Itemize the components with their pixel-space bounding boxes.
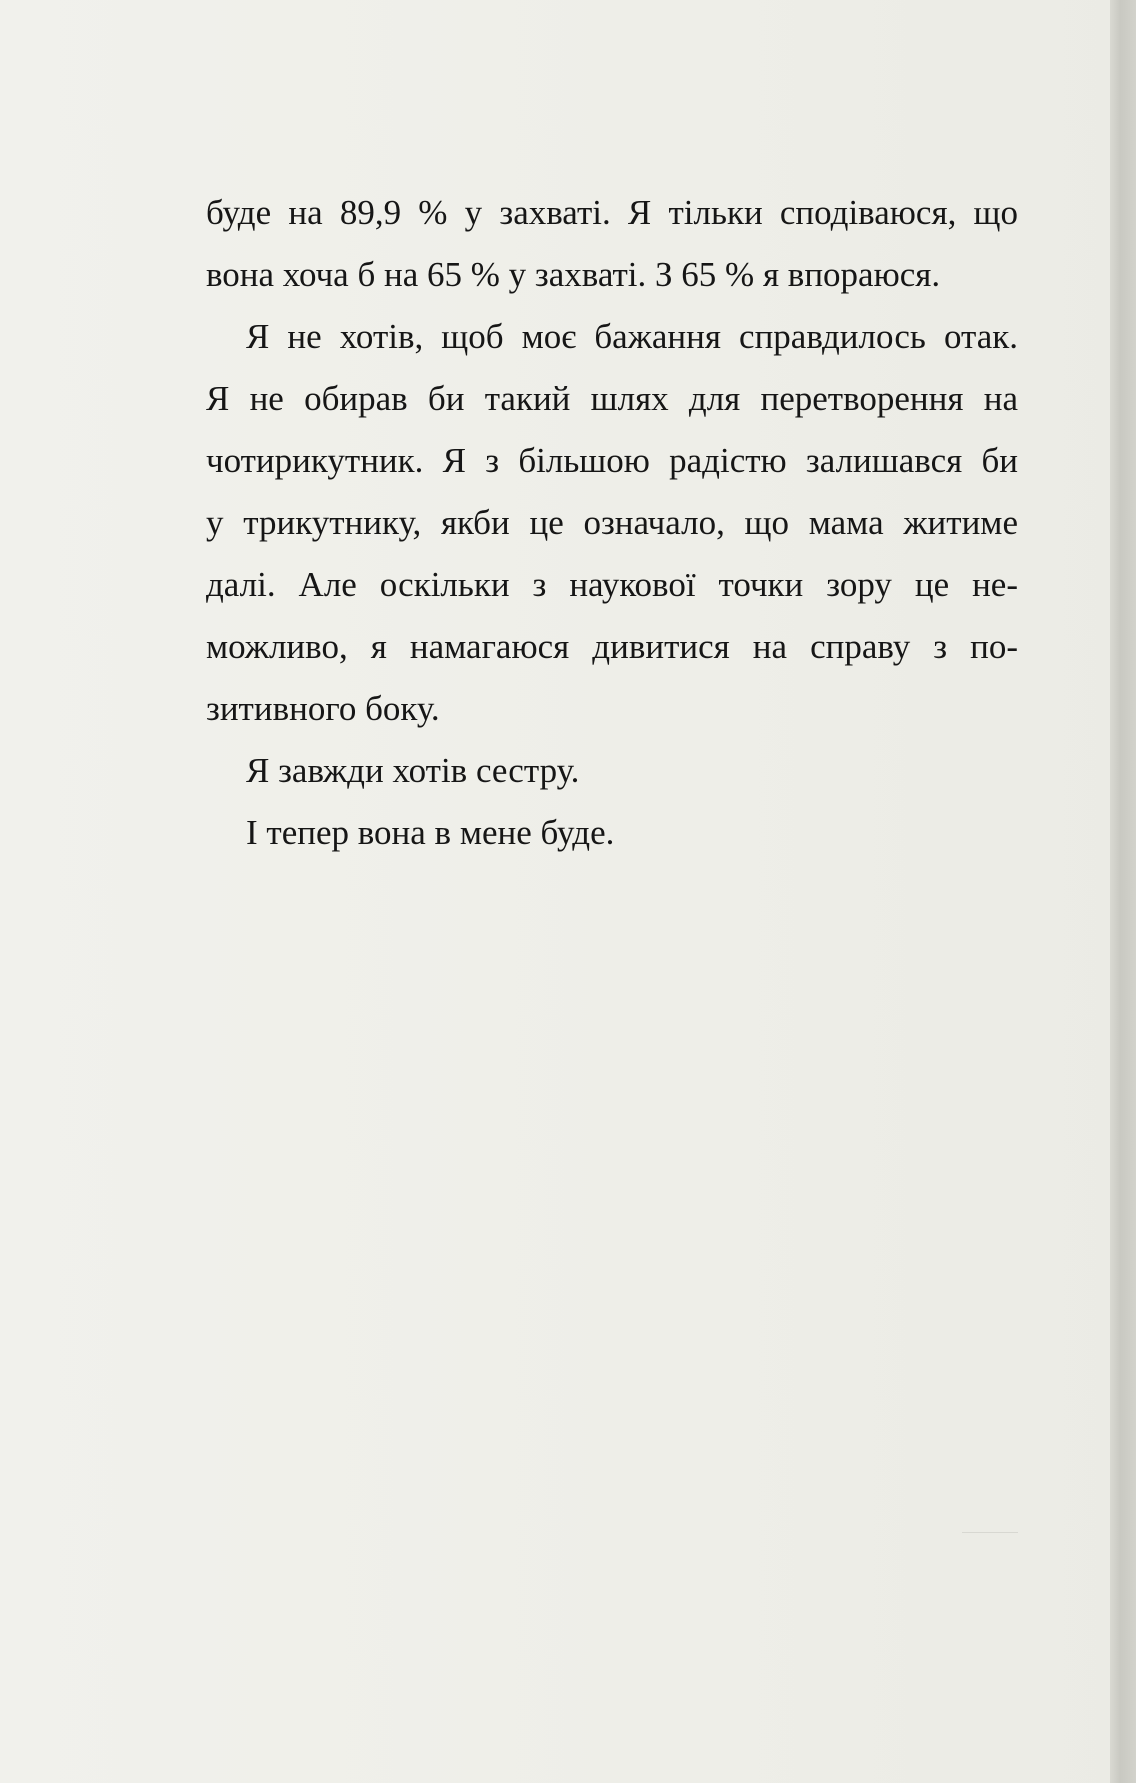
paragraph [206,802,1018,864]
text-line: можливо, я намагаюся дивитися на справу з по- [206,627,1018,666]
footnote-divider [962,1532,1018,1533]
paragraph [206,182,1018,306]
text-line: Я не хотів, щоб моє бажання справдилось отак. [246,317,1018,356]
text-line: зитивного боку. [206,689,440,728]
text-line: у трикутнику, якби це означало, що мама житиме [206,503,1018,542]
body-text [206,182,1018,864]
text-line: Я завжди хотів сестру. [246,751,580,790]
text-line: чотирикутник. Я з більшою радістю залишався би [206,441,1018,480]
text-line: далі. Але оскільки з наукової точки зору це не- [206,565,1018,604]
text-line: вона хоча б на 65 % у захваті. З 65 % я впораюся. [206,255,941,294]
page-edge [1110,0,1136,1783]
text-line: І тепер вона в мене буде. [246,813,615,852]
text-line: буде на 89,9 % у захваті. Я тільки сподіваюся, що [206,193,1018,232]
paragraph [206,740,1018,802]
paragraph [206,306,1018,740]
text-line: Я не обирав би такий шлях для перетворення на [206,379,1018,418]
